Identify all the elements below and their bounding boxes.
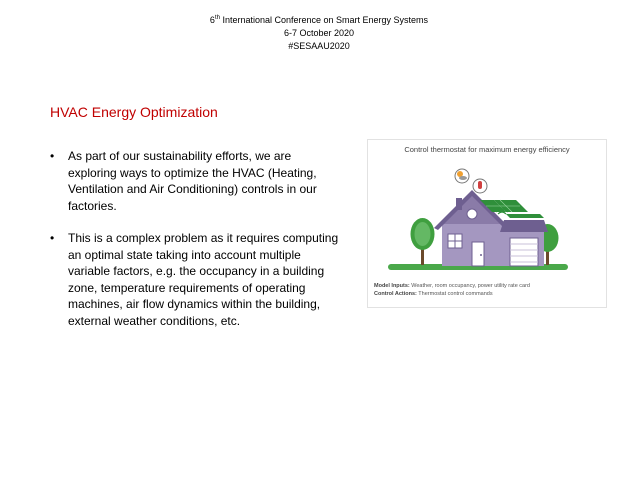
conference-header [0, 14, 638, 53]
bullet-list [50, 148, 340, 345]
header-line-2: 6-7 October 2020 [283, 28, 355, 38]
model-inputs-line: Model Inputs: Weather, room occupancy, power utility rate card [374, 283, 530, 289]
weather-icon [455, 169, 469, 183]
smart-house-illustration [368, 154, 606, 282]
header-line-1: 6th International Conference on Smart Energy Systems [209, 15, 429, 25]
slide-title: HVAC Energy Optimization [50, 104, 218, 120]
control-actions-line: Control Actions: Thermostat control commands [374, 291, 493, 297]
bullet-marker: • [50, 231, 55, 245]
figure-notes [374, 282, 530, 298]
bullet-item [50, 148, 340, 214]
thermostat-icon [473, 179, 487, 193]
bullet-text: This is a complex problem as it requires computing an optimal state taking into account multiple variable factors, e.g. the occupancy in a building zone, temperature requirements of operating machines, air flow dynamics within the building, external weather conditions, etc. [68, 231, 339, 328]
thermostat-figure [367, 139, 607, 308]
tree-icon [411, 218, 435, 265]
bullet-text: As part of our sustainability efforts, we are exploring ways to optimize the HVAC (Heating, Ventilation and Air Conditioning) controls in our factories. [68, 149, 317, 213]
bullet-item [50, 230, 340, 329]
figure-caption: Control thermostat for maximum energy efficiency [404, 145, 570, 154]
bullet-marker: • [50, 149, 55, 163]
header-line-3: #SESAAU2020 [288, 41, 350, 51]
